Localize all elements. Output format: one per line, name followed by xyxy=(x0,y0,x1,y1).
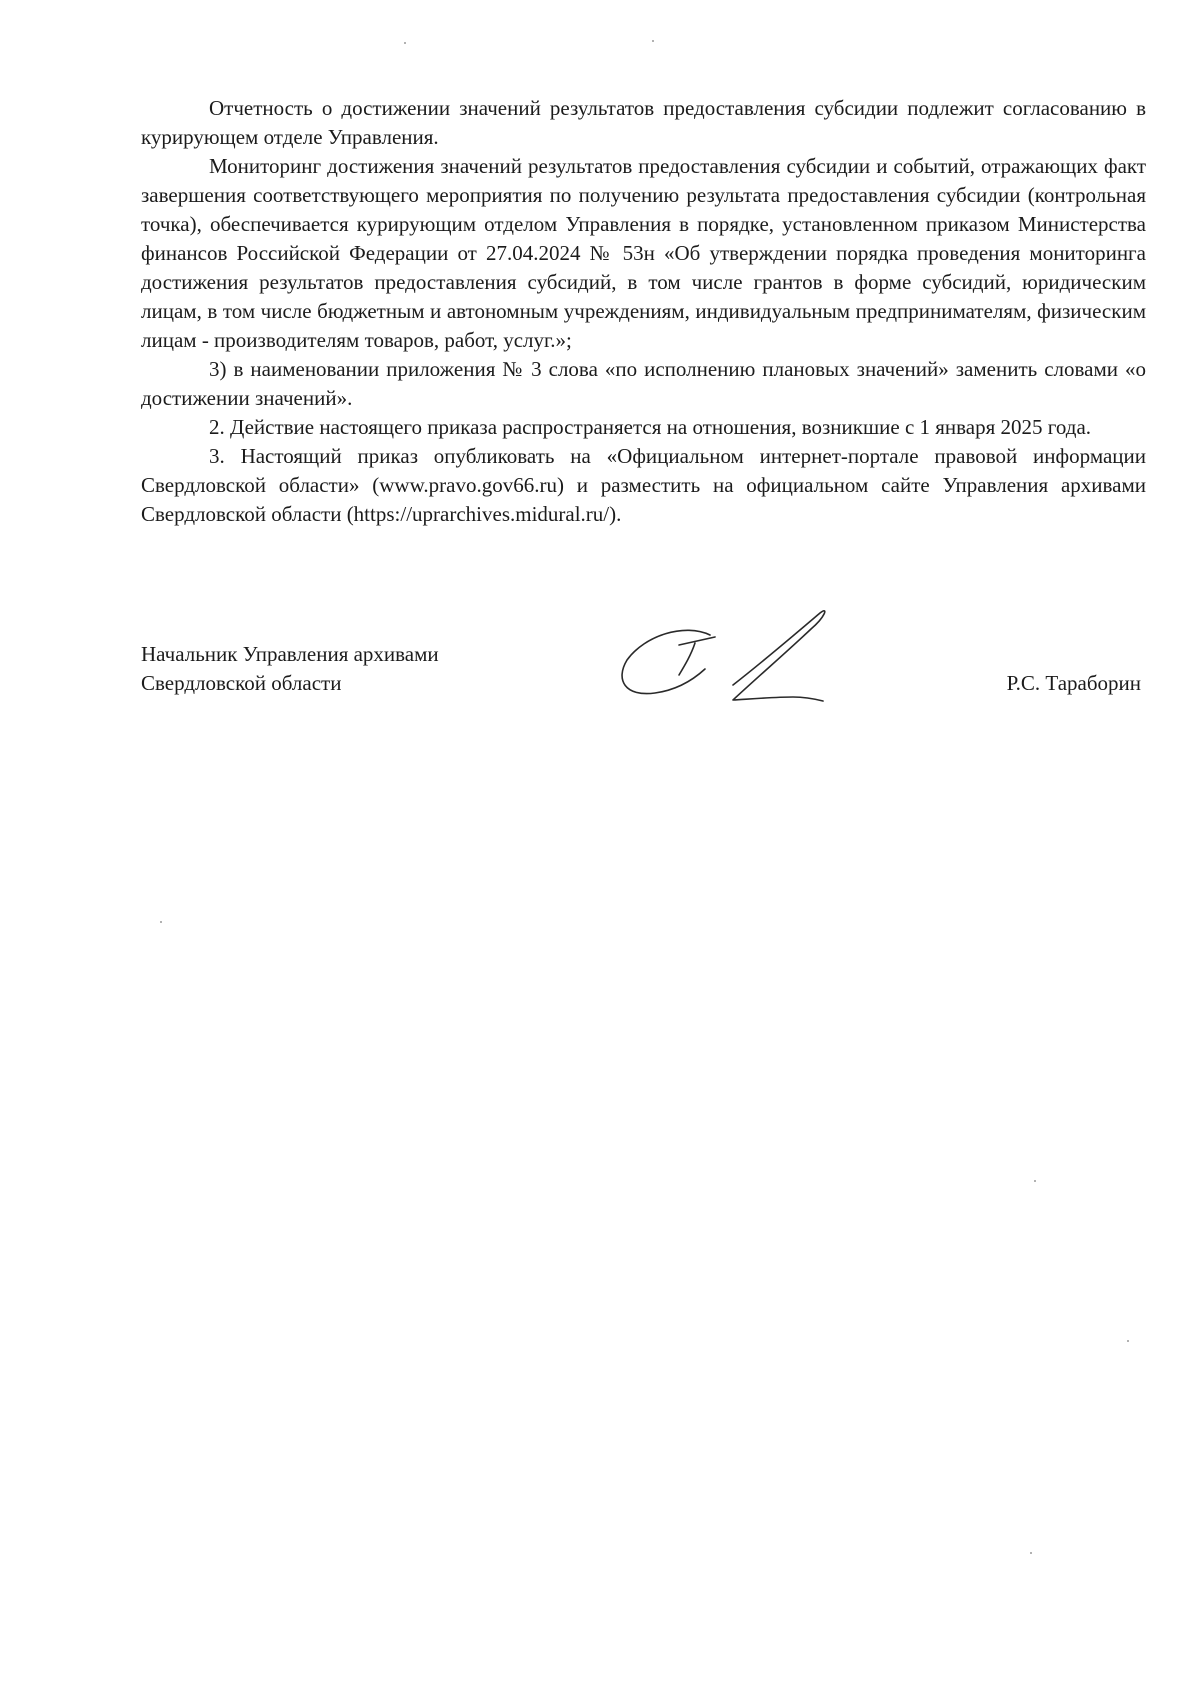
scan-speck xyxy=(1034,1180,1036,1182)
handwritten-signature-icon xyxy=(615,605,855,710)
scan-speck xyxy=(160,921,162,923)
document-body xyxy=(141,94,1146,529)
paragraph-reporting: Отчетность о достижении значений результатов предоставления субсидии подлежит согласованию в курирующем отделе Управления. xyxy=(141,96,1146,149)
signatory-position-line-1: Начальник Управления архивами xyxy=(141,642,439,666)
paragraph-item-3: 3) в наименовании приложения № 3 слова «по исполнению плановых значений» заменить словами «о достижении значений». xyxy=(141,357,1146,410)
paragraph-monitoring: Мониторинг достижения значений результатов предоставления субсидии и событий, отражающих факт завершения соответствующего мероприятия по получению результата предоставления субсидии (контрольная точка), обеспечивается курирующим отделом Управления в порядке, установленном приказом Министерства финансов Российской Федерации от 27.04.2024 № 53н «Об утверждении порядка проведения мониторинга достижения результатов предоставления субсидий, в том числе грантов в форме субсидий, юридическим лицам, в том числе бюджетным и автономным учреждениям, индивидуальным предпринимателям, физическим лицам - производителям товаров, работ, услуг.»; xyxy=(141,154,1146,352)
scan-speck xyxy=(404,42,406,44)
signatory-position-line-2: Свердловской области xyxy=(141,671,342,695)
scan-speck xyxy=(652,40,654,42)
paragraph-effective-date: 2. Действие настоящего приказа распространяется на отношения, возникшие с 1 января 2025 года. xyxy=(209,415,1092,439)
scan-speck xyxy=(1127,1340,1129,1342)
signatory-name: Р.С. Тараборин xyxy=(1006,671,1141,695)
scan-speck xyxy=(1030,1552,1032,1554)
signatory-position xyxy=(141,640,561,698)
paragraph-publication: 3. Настоящий приказ опубликовать на «Официальном интернет-портале правовой информации Свердловской области» (www.pravo.gov66.ru) и разместить на официальном сайте Управления архивами Свердловской области (https://uprarchives.midural.ru/). xyxy=(141,444,1146,526)
